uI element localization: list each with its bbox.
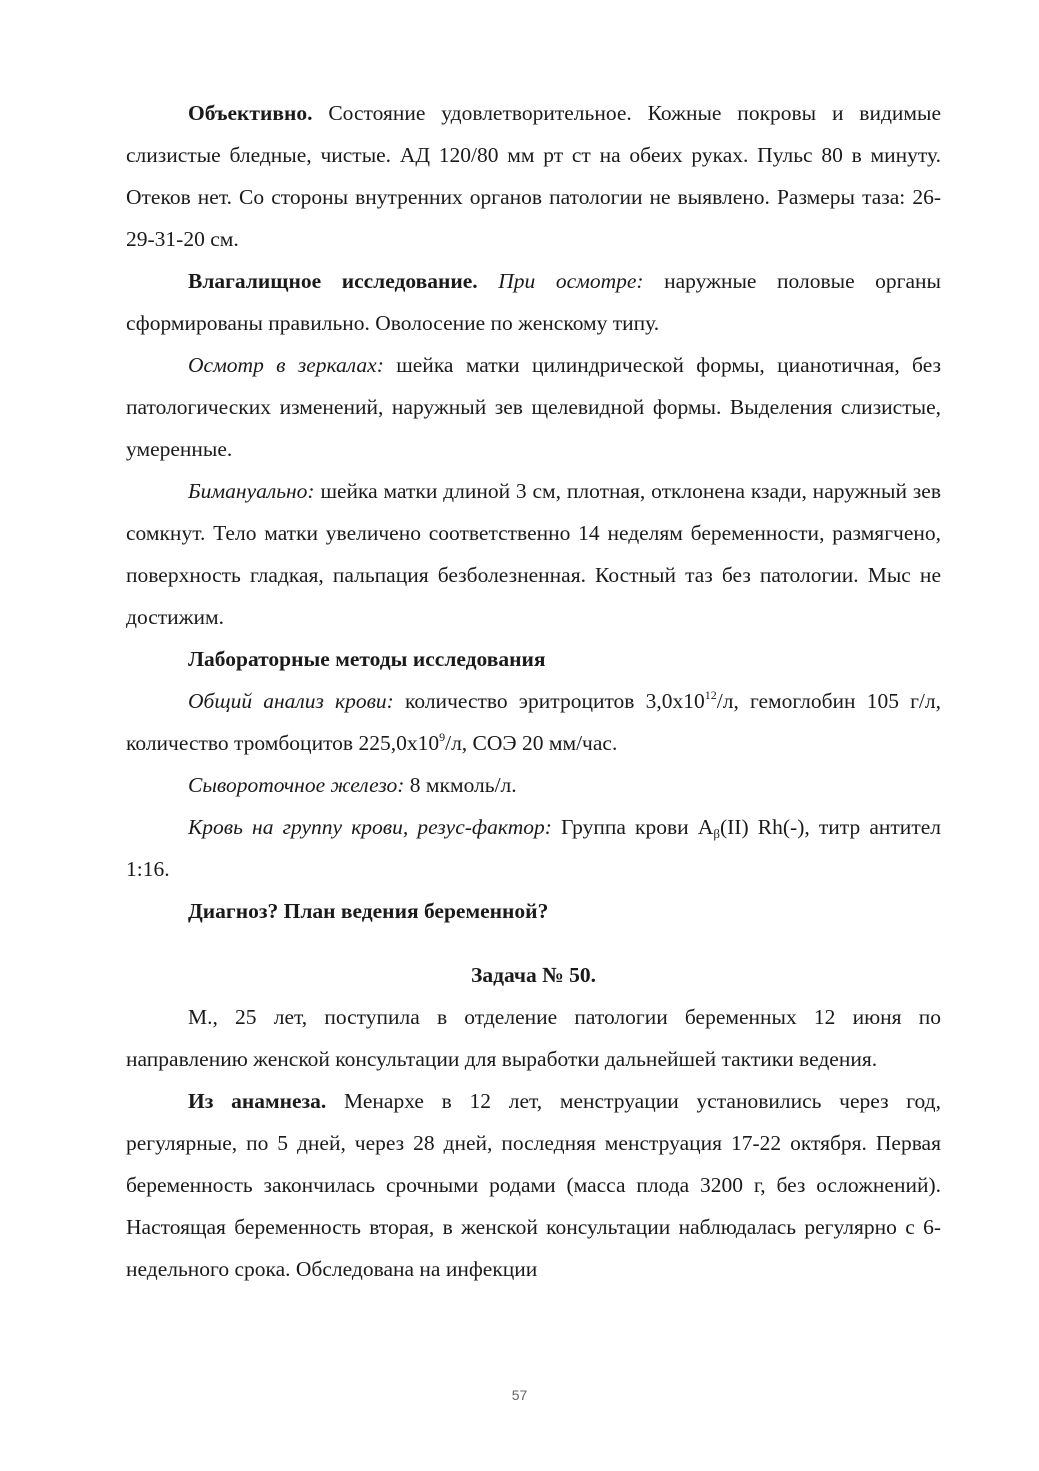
blood-sup-2: 9 — [439, 730, 446, 744]
vaginal-italic: При осмотре: — [477, 269, 644, 293]
paragraph-mirrors — [126, 344, 941, 470]
paragraph-vaginal-exam — [126, 260, 941, 344]
paragraph-serum-iron — [126, 764, 941, 806]
lab-methods-heading: Лабораторные методы исследования — [188, 647, 546, 671]
page-number: 57 — [511, 1387, 528, 1403]
blood-text-2: /л, гемоглобин 105 г/л, количество тромбоцитов 225,0x10 — [126, 689, 942, 755]
blood-sup-1: 12 — [704, 688, 717, 702]
question-line: Диагноз? План ведения беременной? — [188, 899, 549, 923]
objective-text: Состояние удовлетворительное. Кожные покровы и видимые слизистые бледные, чистые. АД 120/80 мм рт ст на обеих руках. Пульс 80 в минуту. Отеков нет. Со стороны внутренних органов патологии не выявлено. Размеры таза: 26-29-31-20 см. — [126, 101, 941, 251]
blood-text-1: количество эритроцитов 3,0x10 — [393, 689, 705, 713]
vaginal-label: Влагалищное исследование. — [188, 269, 478, 293]
mirrors-italic: Осмотр в зеркалах: — [188, 353, 384, 377]
iron-italic: Сывороточное железо: — [188, 773, 405, 797]
anamnesis-text: Менархе в 12 лет, менструации установились через год, регулярные, по 5 дней, через 28 дней, последняя менструация 17-22 октября. Первая беременность закончилась срочными родами (масса плода 3200 г, без осложнений). Настоящая беременность вторая, в женской консультации наблюдалась регулярно с 6-недельного срока. Обследована на инфекции — [126, 1089, 941, 1281]
paragraph-blood-group — [126, 806, 941, 890]
bimanual-italic: Бимануально: — [188, 479, 315, 503]
iron-text: 8 мкмоль/л. — [404, 773, 517, 797]
blood-group-sub: β — [713, 826, 720, 841]
task-title: Задача № 50. — [471, 963, 596, 987]
paragraph-intro — [126, 996, 941, 1080]
intro-text: М., 25 лет, поступила в отделение патологии беременных 12 июня по направлению женской консультации для выработки дальнейшей тактики ведения. — [126, 1005, 941, 1071]
vaginal-text: наружные половые органы сформированы правильно. Оволосение по женскому типу. — [126, 269, 941, 335]
paragraph-bimanual — [126, 470, 941, 638]
paragraph-anamnesis — [126, 1080, 941, 1290]
objective-label: Объективно. — [188, 101, 313, 125]
paragraph-blood-test — [126, 680, 941, 764]
paragraph-objective — [126, 92, 941, 260]
bimanual-text: шейка матки длиной 3 см, плотная, отклонена кзади, наружный зев сомкнут. Тело матки увеличено соответственно 14 неделям беременности, размягчено, поверхность гладкая, пальпация безболезненная. Костный таз без патологии. Мыс не достижим. — [126, 479, 941, 629]
blood-group-text-2: (II) Rh(-), титр антител 1:16. — [126, 815, 941, 881]
page-body — [126, 92, 941, 1290]
blood-group-text-1: Группа крови А — [551, 815, 714, 839]
mirrors-text: шейка матки цилиндрической формы, цианотичная, без патологических изменений, наружный зев щелевидной формы. Выделения слизистые, умеренные. — [126, 353, 941, 461]
blood-text-3: /л, СОЭ 20 мм/час. — [445, 731, 618, 755]
anamnesis-label: Из анамнеза. — [188, 1089, 327, 1113]
blood-group-italic: Кровь на группу крови, резус-фактор: — [188, 815, 552, 839]
blood-italic: Общий анализ крови: — [188, 689, 394, 713]
